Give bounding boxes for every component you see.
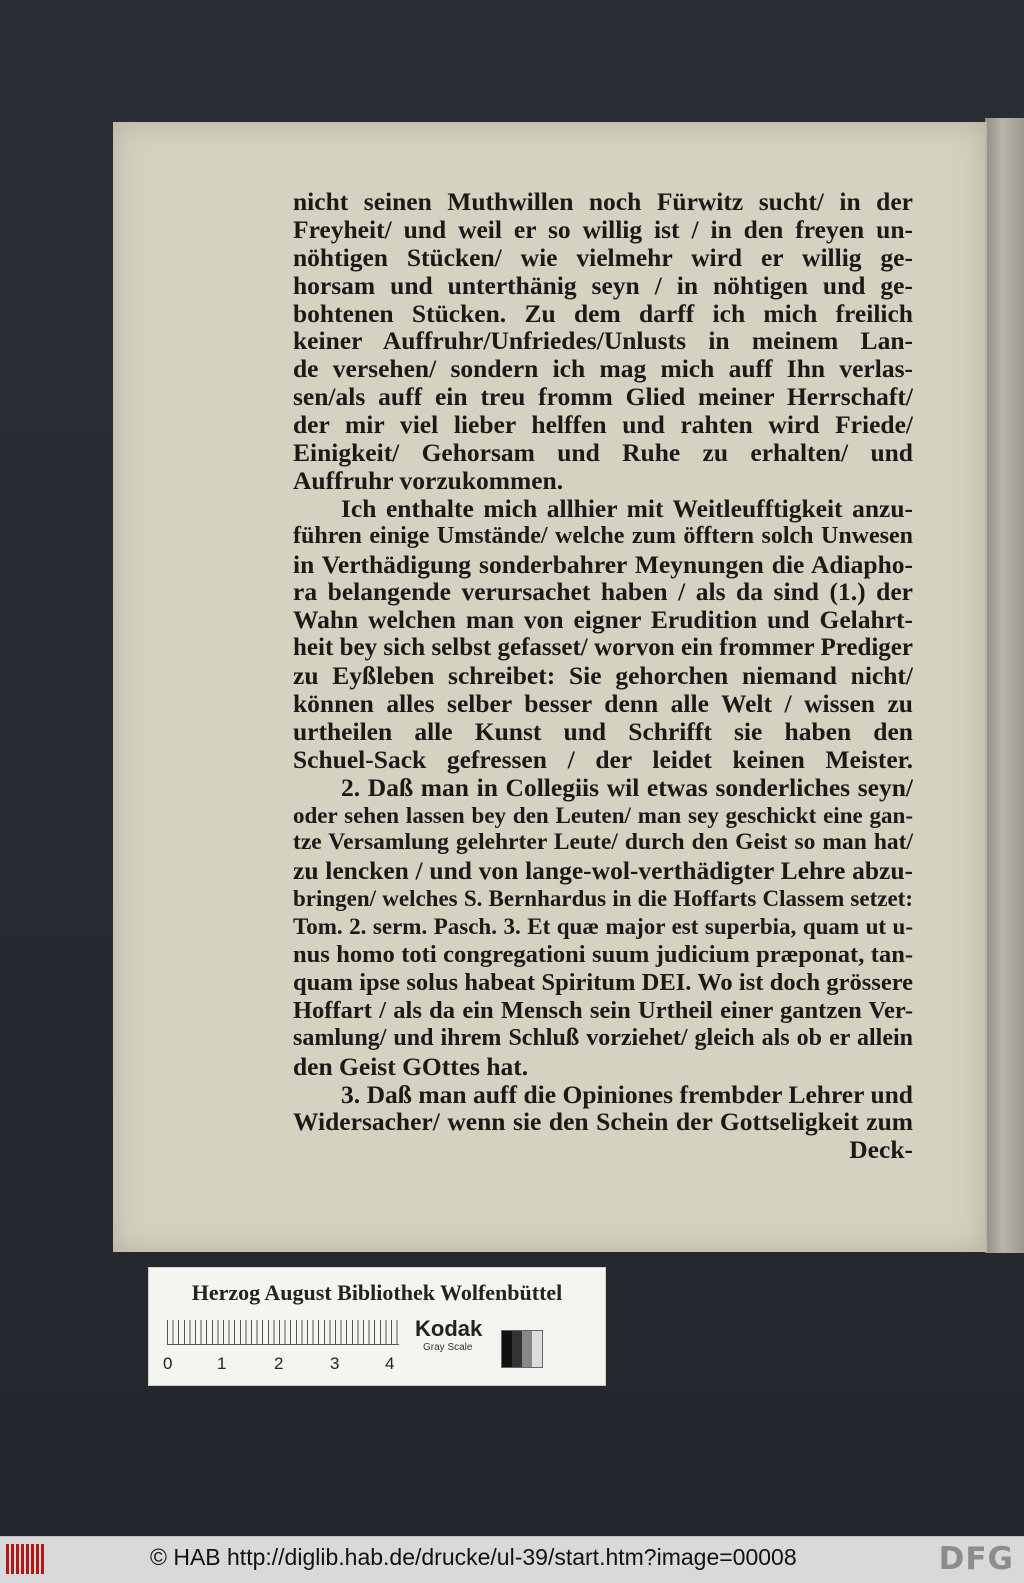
hab-logo-icon: [6, 1544, 46, 1574]
text-line: Widersacher/ wenn sie den Schein der Gottseligkeit zum: [293, 1107, 913, 1137]
text-line: nöhtigen Stücken/ wie vielmehr wird er willig ge-: [293, 242, 913, 272]
ruler-number: 2: [274, 1354, 284, 1373]
text-line: heit bey sich selbst gefasset/ worvon ein frommer Prediger: [293, 634, 913, 662]
text-line: horsam und unterthänig seyn / in nöhtigen und ge-: [293, 270, 913, 300]
text-line: ra belangende verursachet haben / als da sind (1.) der: [293, 577, 913, 607]
footer-credit-link[interactable]: © HAB http://diglib.hab.de/drucke/ul-39/start.htm?image=00008: [150, 1544, 797, 1570]
text-line: tze Versamlung gelehrter Leute/ durch den Geist so man hat/: [293, 829, 913, 856]
text-line: können alles selber besser denn alle Welt / wissen zu: [293, 689, 913, 719]
page-text-block: [293, 188, 913, 1164]
ruler-number: 0: [163, 1354, 173, 1373]
catchword: Deck-: [849, 1135, 913, 1165]
ruler-number: 3: [330, 1354, 340, 1373]
color-target-card: [148, 1267, 606, 1386]
gray-scale-label: Gray Scale: [423, 1342, 473, 1353]
text-line: bohtenen Stücken. Zu dem darff ich mich freilich: [293, 298, 913, 328]
ruler-number: 4: [385, 1354, 395, 1373]
text-line: bringen/ welches S. Bernhardus in die Hoffarts Classem setzet:: [293, 886, 913, 912]
text-line: nicht seinen Muthwillen noch Fürwitz sucht/ in der: [293, 187, 913, 216]
text-line: urtheilen alle Kunst und Schrifft sie haben den: [293, 716, 913, 746]
text-line: Einigkeit/ Gehorsam und Ruhe zu erhalten/ und: [293, 438, 913, 468]
text-line: Ich enthalte mich allhier mit Weitleufftigkeit anzu-: [341, 493, 913, 523]
text-line: samlung/ und ihrem Schluß vorziehet/ gleich als ob er allein: [293, 1024, 913, 1051]
ruler-scale: [167, 1320, 399, 1345]
text-line: nus homo toti congregationi suum judicium præponat, tan-: [293, 941, 913, 969]
text-line: 2. Daß man in Collegiis wil etwas sonderliches seyn/: [341, 772, 913, 802]
text-line: führen einige Umstände/ welche zum öfftern solch Unwesen: [293, 522, 913, 549]
text-line: 3. Daß man auff die Opiniones frembder Lehrer und: [341, 1079, 913, 1109]
text-line: quam ipse solus habeat Spiritum DEI. Wo ist doch grössere: [293, 968, 913, 996]
ruler-number: 1: [217, 1354, 227, 1373]
gray-scale-swatches: [501, 1330, 543, 1368]
text-line: in Verthädigung sonderbahrer Meynungen die Adiapho-: [293, 549, 913, 579]
next-page-edge: [985, 118, 1024, 1253]
text-line: der mir viel lieber helffen und rahten wird Friede/: [293, 410, 913, 440]
text-line: Freyheit/ und weil er so willig ist / in den freyen un-: [293, 214, 913, 244]
text-line: oder sehen lassen bey den Leuten/ man sey geschickt eine gan-: [293, 802, 913, 828]
text-line: sen/als auff ein treu fromm Glied meiner Herrschaft/: [293, 382, 913, 412]
text-line: Tom. 2. serm. Pasch. 3. Et quæ major est superbia, quam ut u-: [293, 914, 913, 940]
text-line: zu Eyßleben schreibet: Sie gehorchen niemand nicht/: [293, 661, 913, 691]
dfg-logo: DFG: [938, 1541, 1014, 1577]
text-line: zu lencken / und von lange-wol-verthädigter Lehre abzu-: [293, 856, 913, 886]
text-line: Wahn welchen man von eigner Erudition und Gelahrt-: [293, 605, 913, 635]
text-line: den Geist GOttes hat.: [293, 1051, 529, 1081]
document-page: [113, 122, 987, 1252]
text-line: Auffruhr vorzukommen.: [293, 465, 564, 495]
text-line: de versehen/ sondern ich mag mich auff Ihn verlas-: [293, 354, 913, 384]
footer-bar: [0, 1536, 1024, 1583]
library-name: Herzog August Bibliothek Wolfenbüttel: [191, 1280, 563, 1305]
text-line: keiner Auffruhr/Unfriedes/Unlusts in meinem Lan-: [293, 326, 913, 356]
text-line: Schuel-Sack gefressen / der leidet keinen Meister.: [293, 744, 913, 774]
text-line: Hoffart / als da ein Mensch sein Urtheil einer gantzen Ver-: [293, 996, 913, 1024]
kodak-logo: Kodak: [415, 1316, 483, 1341]
